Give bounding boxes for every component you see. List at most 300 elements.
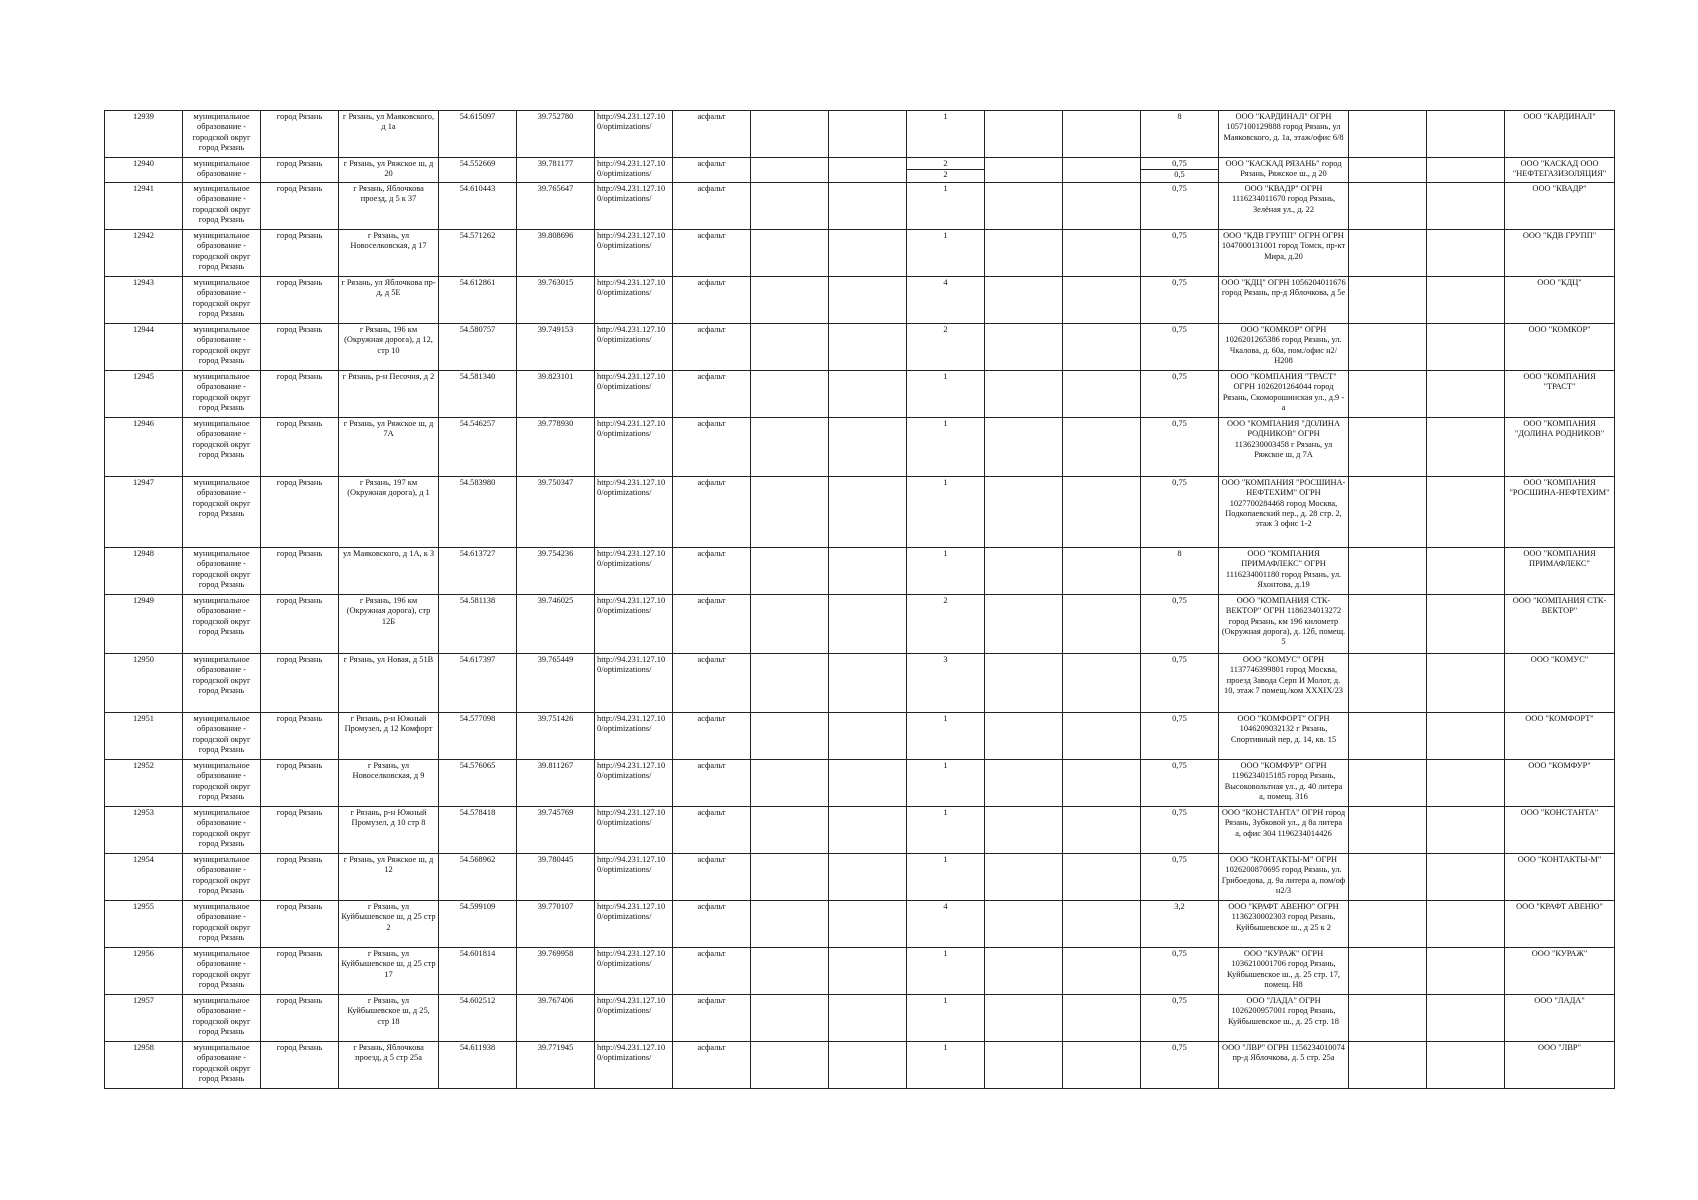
empty-cell xyxy=(1349,1041,1427,1088)
owner-cell: ООО "КОМПАНИЯ "РОСШИНА-НЕФТЕХИМ" ОГРН 1027700284468 город Москва, Подкопаевский пер., д. 28 стр. 2, этаж 3 офис 1-2 xyxy=(1219,476,1349,547)
container-count-cell xyxy=(907,712,985,759)
record-id-cell: 12941 xyxy=(105,182,183,229)
container-count-value: 1 xyxy=(943,1042,948,1052)
record-id-cell: 12955 xyxy=(105,900,183,947)
container-count-value: 3 xyxy=(943,654,948,664)
owner-cell: ООО "КВАДР" ОГРН 1116234011670 город Рязань, Зелёная ул., д. 22 xyxy=(1219,182,1349,229)
address-cell: г Рязань, р-н Песочня, д 2 xyxy=(339,370,439,417)
container-volume-value: 0,75 xyxy=(1172,854,1187,864)
empty-cell xyxy=(829,158,907,183)
container-count-value: 1 xyxy=(943,371,948,381)
owner-cell: ООО "КОМКОР" ОГРН 1026201265386 город Рязань, ул. Чкалова, д. 60а, пом./офис н2/Н208 xyxy=(1219,323,1349,370)
container-volume-value: 0,75 xyxy=(1172,760,1187,770)
record-id-cell: 12944 xyxy=(105,323,183,370)
owner-cell: ООО "КОМПАНИЯ "ДОЛИНА РОДНИКОВ" ОГРН 1136230003458 г Рязань, ул Ряжское ш, д 7А xyxy=(1219,417,1349,476)
empty-cell xyxy=(1427,653,1505,712)
surface-cell: асфальт xyxy=(673,712,751,759)
container-volume-cell xyxy=(1141,276,1219,323)
city-cell: город Рязань xyxy=(261,547,339,594)
longitude-cell: 39.750347 xyxy=(517,476,595,547)
empty-cell xyxy=(1427,229,1505,276)
empty-cell xyxy=(1063,229,1141,276)
container-count-value: 2 xyxy=(943,159,948,168)
empty-cell xyxy=(751,653,829,712)
latitude-cell: 54.617397 xyxy=(439,653,517,712)
address-cell: г Рязань, р-н Южный Промузел, д 12 Комфорт xyxy=(339,712,439,759)
table-row xyxy=(105,182,1615,229)
empty-cell xyxy=(829,323,907,370)
municipality-cell: муниципальное образование - городской округ город Рязань xyxy=(183,947,261,994)
city-cell: город Рязань xyxy=(261,947,339,994)
container-volume-value: 8 xyxy=(1177,112,1182,121)
link-cell[interactable]: http://94.231.127.10 0/optimizations/ xyxy=(595,759,673,806)
address-cell: г Рязань, ул Новоселковская, д 17 xyxy=(339,229,439,276)
surface-cell: асфальт xyxy=(673,323,751,370)
municipality-cell: муниципальное образование - городской округ город Рязань xyxy=(183,370,261,417)
longitude-cell: 39.751426 xyxy=(517,712,595,759)
empty-cell xyxy=(829,547,907,594)
record-id-cell: 12948 xyxy=(105,547,183,594)
empty-cell xyxy=(829,182,907,229)
municipality-cell: муниципальное образование - городской округ город Рязань xyxy=(183,759,261,806)
empty-cell xyxy=(1427,476,1505,547)
empty-cell xyxy=(751,323,829,370)
container-volume-value: 0,75 xyxy=(1172,477,1187,487)
owner-cell: ООО "КОМПАНИЯ ПРИМАФЛЕКС" ОГРН 1116234001180 город Рязань, ул. Яхонтова, д.19 xyxy=(1219,547,1349,594)
empty-cell xyxy=(1427,853,1505,900)
container-volume-value: 3,2 xyxy=(1174,901,1185,911)
table-row xyxy=(105,947,1615,994)
empty-cell xyxy=(985,759,1063,806)
address-cell: г Рязань, ул Яблочкова пр-д, д 5Е xyxy=(339,276,439,323)
link-cell[interactable]: http://94.231.127.10 0/optimizations/ xyxy=(595,994,673,1041)
container-volume-value: 0,75 xyxy=(1172,713,1187,723)
container-count-value: 1 xyxy=(943,854,948,864)
empty-cell xyxy=(1349,653,1427,712)
owner-cell: ООО "КУРАЖ" ОГРН 1036210001706 город Рязань, Куйбышевское ш., д. 25 стр. 17, помещ. Н8 xyxy=(1219,947,1349,994)
surface-cell: асфальт xyxy=(673,158,751,183)
waste-source-cell: ООО "КДЦ" xyxy=(1505,276,1615,323)
container-count-value: 1 xyxy=(943,948,948,958)
empty-cell xyxy=(751,994,829,1041)
link-cell[interactable]: http://94.231.127.10 0/optimizations/ xyxy=(595,229,673,276)
empty-cell xyxy=(829,229,907,276)
empty-cell xyxy=(985,229,1063,276)
surface-cell: асфальт xyxy=(673,1041,751,1088)
empty-cell xyxy=(1063,370,1141,417)
surface-cell: асфальт xyxy=(673,547,751,594)
empty-cell xyxy=(985,158,1063,183)
empty-cell xyxy=(1063,900,1141,947)
table-row xyxy=(105,476,1615,547)
waste-source-cell: ООО "КУРАЖ" xyxy=(1505,947,1615,994)
record-id-cell: 12946 xyxy=(105,417,183,476)
link-cell[interactable]: http://94.231.127.10 0/optimizations/ xyxy=(595,547,673,594)
empty-cell xyxy=(829,900,907,947)
municipality-cell: муниципальное образование - городской округ город Рязань xyxy=(183,417,261,476)
record-id-cell: 12954 xyxy=(105,853,183,900)
owner-cell: ООО "КДВ ГРУПП" ОГРН ОГРН 1047000131001 город Томск, пр-кт Мира, д.20 xyxy=(1219,229,1349,276)
record-id-cell: 12947 xyxy=(105,476,183,547)
link-cell[interactable]: http://94.231.127.10 0/optimizations/ xyxy=(595,853,673,900)
record-id-cell: 12940 xyxy=(105,158,183,183)
container-volume-cell xyxy=(1141,111,1219,158)
empty-cell xyxy=(751,853,829,900)
empty-cell xyxy=(1349,594,1427,653)
empty-cell xyxy=(751,476,829,547)
owner-cell: ООО "ЛАДА" ОГРН 1026200957001 город Рязань, Куйбышевское ш., д. 25 стр. 18 xyxy=(1219,994,1349,1041)
surface-cell: асфальт xyxy=(673,111,751,158)
empty-cell xyxy=(829,653,907,712)
latitude-cell: 54.578418 xyxy=(439,806,517,853)
owner-cell: ООО "КОНСТАНТА" ОГРН город Рязань, Зубковой ул., д 8а литера а, офис 304 1196234014426 xyxy=(1219,806,1349,853)
city-cell: город Рязань xyxy=(261,370,339,417)
container-volume-cell xyxy=(1141,417,1219,476)
empty-cell xyxy=(1427,182,1505,229)
owner-cell: ООО "КОМФУР" ОГРН 1196234015185 город Рязань, Высоковольтная ул., д. 40 литера а, помещ. 316 xyxy=(1219,759,1349,806)
link-cell[interactable]: http://94.231.127.10 0/optimizations/ xyxy=(595,712,673,759)
empty-cell xyxy=(1063,547,1141,594)
address-cell: г Рязань, ул Ряжское ш, д 7А xyxy=(339,417,439,476)
record-id-cell: 12952 xyxy=(105,759,183,806)
container-volume-value: 0,75 xyxy=(1172,324,1187,334)
longitude-cell: 39.749153 xyxy=(517,323,595,370)
address-cell: г Рязань, 196 км (Окружная дорога), д 12, стр 10 xyxy=(339,323,439,370)
empty-cell xyxy=(985,276,1063,323)
municipality-cell: муниципальное образование - городской округ город Рязань xyxy=(183,111,261,158)
empty-cell xyxy=(829,276,907,323)
empty-cell xyxy=(1063,712,1141,759)
owner-cell: ООО "КОМУС" ОГРН 1137746399801 город Москва, проезд Завода Серп И Молот, д. 10, этаж 7 помещ./ком XXXIX/23 xyxy=(1219,653,1349,712)
municipality-cell: муниципальное образование - городской округ город Рязань xyxy=(183,712,261,759)
city-cell: город Рязань xyxy=(261,806,339,853)
municipality-cell: муниципальное образование - городской округ город Рязань xyxy=(183,323,261,370)
latitude-cell: 54.580757 xyxy=(439,323,517,370)
record-id-cell: 12945 xyxy=(105,370,183,417)
empty-cell xyxy=(1349,806,1427,853)
longitude-cell: 39.780445 xyxy=(517,853,595,900)
link-cell[interactable]: http://94.231.127.10 0/optimizations/ xyxy=(595,806,673,853)
address-cell: г Рязань, 197 км (Окружная дорога), д 1 xyxy=(339,476,439,547)
empty-cell xyxy=(1063,994,1141,1041)
container-count-value: 1 xyxy=(943,183,948,193)
container-volume-value: 0,75 xyxy=(1172,654,1187,664)
city-cell: город Рязань xyxy=(261,158,339,183)
table-row xyxy=(105,370,1615,417)
latitude-cell: 54.576065 xyxy=(439,759,517,806)
city-cell: город Рязань xyxy=(261,229,339,276)
latitude-cell: 54.599109 xyxy=(439,900,517,947)
container-count-cell xyxy=(907,476,985,547)
empty-cell xyxy=(985,900,1063,947)
surface-cell: асфальт xyxy=(673,417,751,476)
empty-cell xyxy=(751,806,829,853)
table-row xyxy=(105,323,1615,370)
link-cell[interactable]: http://94.231.127.10 0/optimizations/ xyxy=(595,653,673,712)
empty-cell xyxy=(1427,712,1505,759)
table-row xyxy=(105,594,1615,653)
surface-cell: асфальт xyxy=(673,229,751,276)
longitude-cell: 39.778930 xyxy=(517,417,595,476)
longitude-cell: 39.770107 xyxy=(517,900,595,947)
empty-cell xyxy=(1349,111,1427,158)
empty-cell xyxy=(1427,806,1505,853)
link-cell[interactable]: http://94.231.127.10 0/optimizations/ xyxy=(595,417,673,476)
container-count-value: 1 xyxy=(943,548,948,558)
empty-cell xyxy=(1349,712,1427,759)
waste-source-cell: ООО "КОМПАНИЯ "ДОЛИНА РОДНИКОВ" xyxy=(1505,417,1615,476)
container-count-value: 2 xyxy=(907,169,984,180)
container-count-cell xyxy=(907,417,985,476)
empty-cell xyxy=(751,900,829,947)
empty-cell xyxy=(751,417,829,476)
table-row xyxy=(105,1041,1615,1088)
empty-cell xyxy=(1427,417,1505,476)
table-row xyxy=(105,417,1615,476)
container-volume-value: 0,75 xyxy=(1172,183,1187,193)
table-row xyxy=(105,759,1615,806)
empty-cell xyxy=(1349,947,1427,994)
empty-cell xyxy=(1063,653,1141,712)
table-row xyxy=(105,712,1615,759)
address-cell: г Рязань, ул Новая, д 51В xyxy=(339,653,439,712)
address-cell: г Рязань, ул Куйбышевское ш, д 25 стр 2 xyxy=(339,900,439,947)
container-volume-value: 0,75 xyxy=(1172,807,1187,817)
container-count-cell xyxy=(907,806,985,853)
empty-cell xyxy=(829,947,907,994)
owner-cell: ООО "КОМФОРТ" ОГРН 1046209032132 г Рязань, Спортивный пер, д. 14, кв. 15 xyxy=(1219,712,1349,759)
table-row xyxy=(105,994,1615,1041)
empty-cell xyxy=(1063,759,1141,806)
longitude-cell: 39.754236 xyxy=(517,547,595,594)
address-cell: ул Маяковского, д 1А, к 3 xyxy=(339,547,439,594)
empty-cell xyxy=(829,853,907,900)
container-volume-cell xyxy=(1141,1041,1219,1088)
container-volume-cell xyxy=(1141,653,1219,712)
owner-cell: ООО "КОМПАНИЯ "ТРАСТ" ОГРН 1026201264044 город Рязань, Скоморошинская ул., д.9 - а xyxy=(1219,370,1349,417)
container-count-cell xyxy=(907,229,985,276)
address-cell: г Рязань, 196 км (Окружная дорога), стр 12Б xyxy=(339,594,439,653)
latitude-cell: 54.581340 xyxy=(439,370,517,417)
record-id-cell: 12953 xyxy=(105,806,183,853)
empty-cell xyxy=(829,111,907,158)
table-row xyxy=(105,900,1615,947)
empty-cell xyxy=(1349,276,1427,323)
empty-cell xyxy=(1349,853,1427,900)
address-cell: г Рязань, Яблочкова проезд, д 5 стр 25а xyxy=(339,1041,439,1088)
empty-cell xyxy=(1427,759,1505,806)
empty-cell xyxy=(1063,594,1141,653)
empty-cell xyxy=(1427,1041,1505,1088)
empty-cell xyxy=(1349,370,1427,417)
empty-cell xyxy=(1063,853,1141,900)
city-cell: город Рязань xyxy=(261,759,339,806)
municipality-cell: муниципальное образование - городской округ город Рязань xyxy=(183,182,261,229)
container-volume-value: 0,75 xyxy=(1172,595,1187,605)
empty-cell xyxy=(751,158,829,183)
longitude-cell: 39.765647 xyxy=(517,182,595,229)
empty-cell xyxy=(829,1041,907,1088)
link-cell[interactable]: http://94.231.127.10 0/optimizations/ xyxy=(595,594,673,653)
container-volume-cell xyxy=(1141,712,1219,759)
container-count-value: 4 xyxy=(943,277,948,287)
empty-cell xyxy=(1063,947,1141,994)
empty-cell xyxy=(1349,547,1427,594)
link-cell[interactable]: http://94.231.127.10 0/optimizations/ xyxy=(595,182,673,229)
empty-cell xyxy=(985,182,1063,229)
container-volume-cell xyxy=(1141,547,1219,594)
latitude-cell: 54.602512 xyxy=(439,994,517,1041)
link-cell[interactable]: http://94.231.127.10 0/optimizations/ xyxy=(595,476,673,547)
owner-cell: ООО "КАРДИНАЛ" ОГРН 1057100129888 город Рязань, ул Маяковского, д. 1а, этаж/офис 6/8 xyxy=(1219,111,1349,158)
empty-cell xyxy=(1063,806,1141,853)
latitude-cell: 54.601814 xyxy=(439,947,517,994)
link-cell[interactable]: http://94.231.127.10 0/optimizations/ xyxy=(595,111,673,158)
latitude-cell: 54.612861 xyxy=(439,276,517,323)
container-volume-cell xyxy=(1141,759,1219,806)
empty-cell xyxy=(1427,111,1505,158)
empty-cell xyxy=(751,276,829,323)
city-cell: город Рязань xyxy=(261,653,339,712)
empty-cell xyxy=(985,853,1063,900)
municipality-cell: муниципальное образование - городской округ город Рязань xyxy=(183,900,261,947)
container-volume-cell xyxy=(1141,994,1219,1041)
table-row xyxy=(105,806,1615,853)
record-id-cell: 12950 xyxy=(105,653,183,712)
container-count-value: 1 xyxy=(943,230,948,240)
city-cell: город Рязань xyxy=(261,1041,339,1088)
empty-cell xyxy=(1063,158,1141,183)
waste-source-cell: ООО "КОМПАНИЯ "РОСШИНА-НЕФТЕХИМ" xyxy=(1505,476,1615,547)
address-cell: г Рязань, ул Ряжское ш, д 20 xyxy=(339,158,439,183)
container-count-cell xyxy=(907,759,985,806)
empty-cell xyxy=(985,476,1063,547)
empty-cell xyxy=(751,182,829,229)
link-cell[interactable]: http://94.231.127.10 0/optimizations/ xyxy=(595,323,673,370)
municipality-cell: муниципальное образование - xyxy=(183,158,261,183)
empty-cell xyxy=(1349,759,1427,806)
empty-cell xyxy=(1427,594,1505,653)
latitude-cell: 54.613727 xyxy=(439,547,517,594)
link-cell[interactable]: http://94.231.127.10 0/optimizations/ xyxy=(595,947,673,994)
empty-cell xyxy=(985,594,1063,653)
table-row xyxy=(105,276,1615,323)
empty-cell xyxy=(1063,1041,1141,1088)
surface-cell: асфальт xyxy=(673,947,751,994)
container-count-cell xyxy=(907,370,985,417)
latitude-cell: 54.552669 xyxy=(439,158,517,183)
municipality-cell: муниципальное образование - городской округ город Рязань xyxy=(183,547,261,594)
address-cell: г Рязань, р-н Южный Промузел, д 10 стр 8 xyxy=(339,806,439,853)
latitude-cell: 54.577098 xyxy=(439,712,517,759)
link-cell[interactable]: http://94.231.127.10 0/optimizations/ xyxy=(595,276,673,323)
container-count-cell xyxy=(907,594,985,653)
link-cell[interactable]: http://94.231.127.10 0/optimizations/ xyxy=(595,158,673,183)
empty-cell xyxy=(1427,323,1505,370)
empty-cell xyxy=(985,806,1063,853)
link-cell[interactable]: http://94.231.127.10 0/optimizations/ xyxy=(595,1041,673,1088)
record-id-cell: 12942 xyxy=(105,229,183,276)
surface-cell: асфальт xyxy=(673,476,751,547)
container-volume-value: 0,75 xyxy=(1172,371,1187,381)
municipality-cell: муниципальное образование - городской округ город Рязань xyxy=(183,994,261,1041)
longitude-cell: 39.769958 xyxy=(517,947,595,994)
longitude-cell: 39.808696 xyxy=(517,229,595,276)
record-id-cell: 12939 xyxy=(105,111,183,158)
empty-cell xyxy=(985,1041,1063,1088)
container-volume-cell xyxy=(1141,323,1219,370)
waste-source-cell: ООО "КОМФОРТ" xyxy=(1505,712,1615,759)
empty-cell xyxy=(1349,323,1427,370)
city-cell: город Рязань xyxy=(261,853,339,900)
container-volume-cell xyxy=(1141,182,1219,229)
record-id-cell: 12957 xyxy=(105,994,183,1041)
container-count-cell xyxy=(907,276,985,323)
record-id-cell: 12956 xyxy=(105,947,183,994)
owner-cell: ООО "КАСКАД РЯЗАНЬ" город Рязань, Ряжское ш., д 20 xyxy=(1219,158,1349,183)
waste-source-cell: ООО "КОНТАКТЫ-М" xyxy=(1505,853,1615,900)
container-count-value: 1 xyxy=(943,112,948,121)
surface-cell: асфальт xyxy=(673,182,751,229)
container-volume-value: 8 xyxy=(1177,548,1182,558)
link-cell[interactable]: http://94.231.127.10 0/optimizations/ xyxy=(595,900,673,947)
container-count-cell xyxy=(907,900,985,947)
table-row xyxy=(105,229,1615,276)
container-volume-cell xyxy=(1141,158,1219,183)
empty-cell xyxy=(1063,111,1141,158)
container-count-value: 1 xyxy=(943,995,948,1005)
latitude-cell: 54.583980 xyxy=(439,476,517,547)
container-count-cell xyxy=(907,653,985,712)
waste-source-cell: ООО "КАСКАД ООО "НЕФТЕГАЗИЗОЛЯЦИЯ" xyxy=(1505,158,1615,183)
owner-cell: ООО "КОНТАКТЫ-М" ОГРН 1026200870695 город Рязань, ул. Грибоедова, д. 9а литера а, пом/оф н2/3 xyxy=(1219,853,1349,900)
city-cell: город Рязань xyxy=(261,900,339,947)
container-volume-cell xyxy=(1141,900,1219,947)
container-count-value: 1 xyxy=(943,760,948,770)
municipality-cell: муниципальное образование - городской округ город Рязань xyxy=(183,594,261,653)
city-cell: город Рязань xyxy=(261,476,339,547)
surface-cell: асфальт xyxy=(673,806,751,853)
registry-table xyxy=(104,110,1615,1089)
container-volume-value: 0,75 xyxy=(1172,230,1187,240)
container-volume-cell xyxy=(1141,594,1219,653)
link-cell[interactable]: http://94.231.127.10 0/optimizations/ xyxy=(595,370,673,417)
waste-source-cell: ООО "КРАФТ АВЕНЮ" xyxy=(1505,900,1615,947)
municipality-cell: муниципальное образование - городской округ город Рязань xyxy=(183,1041,261,1088)
empty-cell xyxy=(1349,994,1427,1041)
empty-cell xyxy=(829,712,907,759)
waste-source-cell: ООО "КОНСТАНТА" xyxy=(1505,806,1615,853)
empty-cell xyxy=(1427,900,1505,947)
container-volume-value: 0,5 xyxy=(1141,169,1218,180)
latitude-cell: 54.571262 xyxy=(439,229,517,276)
container-count-value: 2 xyxy=(943,595,948,605)
longitude-cell: 39.771945 xyxy=(517,1041,595,1088)
city-cell: город Рязань xyxy=(261,182,339,229)
empty-cell xyxy=(829,370,907,417)
empty-cell xyxy=(829,806,907,853)
container-volume-cell xyxy=(1141,229,1219,276)
record-id-cell: 12943 xyxy=(105,276,183,323)
container-volume-value: 0,75 xyxy=(1172,948,1187,958)
empty-cell xyxy=(751,594,829,653)
waste-source-cell: ООО "КОМПАНИЯ "ТРАСТ" xyxy=(1505,370,1615,417)
container-volume-value: 0,75 xyxy=(1172,1042,1187,1052)
municipality-cell: муниципальное образование - городской округ город Рязань xyxy=(183,276,261,323)
table-row xyxy=(105,547,1615,594)
record-id-cell: 12958 xyxy=(105,1041,183,1088)
empty-cell xyxy=(985,994,1063,1041)
